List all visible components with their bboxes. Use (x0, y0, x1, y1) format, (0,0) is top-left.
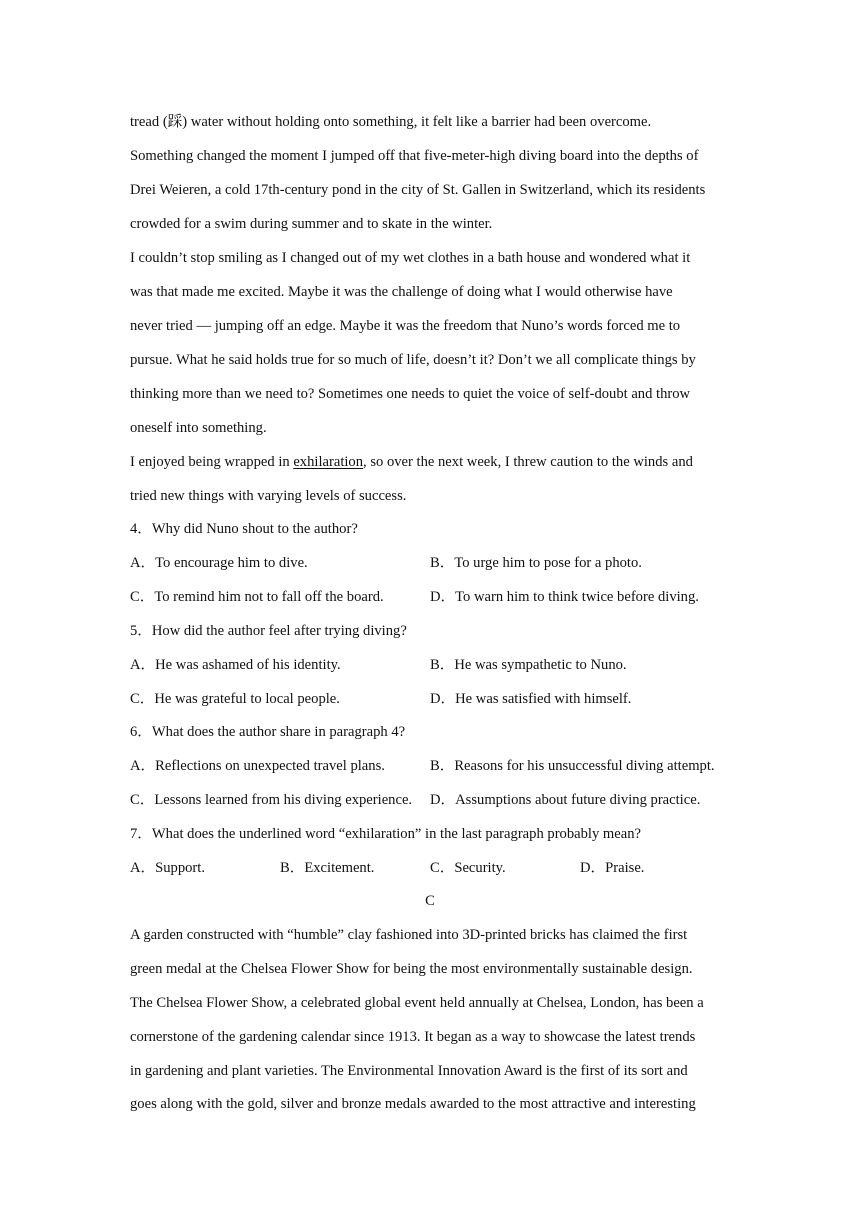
option-b: B．Excitement. (280, 860, 375, 876)
passage-line: was that made me excited. Maybe it was the challenge of doing what I would otherwise have (130, 284, 673, 300)
passage-line: never tried — jumping off an edge. Maybe it was the freedom that Nuno’s words forced me to (130, 318, 681, 334)
option-a: A．Reflections on unexpected travel plans. (130, 758, 385, 774)
text-before-underline: I enjoyed being wrapped in (130, 454, 294, 470)
passage-line: pursue. What he said holds true for so much of life, doesn’t it? Don’t we all complicate things by (130, 352, 696, 368)
option-a: A．He was ashamed of his identity. (130, 657, 341, 673)
question-stem: 5．How did the author feel after trying diving? (130, 623, 407, 639)
passage-line: The Chelsea Flower Show, a celebrated global event held annually at Chelsea, London, has been a (130, 995, 704, 1011)
option-d: D．Praise. (580, 860, 645, 876)
option-c: C．Security. (430, 860, 506, 876)
passage-line: cornerstone of the gardening calendar since 1913. It began as a way to showcase the latest trends (130, 1029, 696, 1045)
question-stem: 7．What does the underlined word “exhilaration” in the last paragraph probably mean? (130, 826, 642, 842)
underlined-word: exhilaration (293, 454, 364, 470)
option-a: A．To encourage him to dive. (130, 555, 308, 571)
option-b: B．Reasons for his unsuccessful diving attempt. (430, 758, 715, 774)
passage-line-last-paragraph (130, 452, 693, 472)
option-c: C．To remind him not to fall off the board. (130, 589, 384, 605)
passage-line: Something changed the moment I jumped off that five-meter-high diving board into the depths of (130, 148, 699, 164)
passage-line: oneself into something. (130, 420, 267, 436)
option-d: D．Assumptions about future diving practice. (430, 792, 701, 808)
option-a: A．Support. (130, 860, 205, 876)
passage-line: tried new things with varying levels of success. (130, 488, 407, 504)
passage-line: crowded for a swim during summer and to skate in the winter. (130, 216, 493, 232)
text-after-underline: , so over the next week, I threw caution to the winds and (363, 454, 693, 470)
question-stem: 4．Why did Nuno shout to the author? (130, 521, 358, 537)
passage-line: green medal at the Chelsea Flower Show for being the most environmentally sustainable design. (130, 961, 693, 977)
section-heading: C (425, 893, 435, 909)
passage-line: in gardening and plant varieties. The Environmental Innovation Award is the first of its sort and (130, 1063, 688, 1079)
passage-line: Drei Weieren, a cold 17th-century pond in the city of St. Gallen in Switzerland, which its residents (130, 182, 706, 198)
option-d: D．He was satisfied with himself. (430, 691, 632, 707)
question-stem: 6．What does the author share in paragraph 4? (130, 724, 406, 740)
passage-line: A garden constructed with “humble” clay fashioned into 3D-printed bricks has claimed the first (130, 927, 688, 943)
option-b: B．To urge him to pose for a photo. (430, 555, 642, 571)
option-c: C．Lessons learned from his diving experience. (130, 792, 413, 808)
passage-line: tread (踩) water without holding onto something, it felt like a barrier had been overcome. (130, 114, 652, 130)
passage-line: thinking more than we need to? Sometimes one needs to quiet the voice of self-doubt and throw (130, 386, 691, 402)
option-c: C．He was grateful to local people. (130, 691, 340, 707)
option-b: B．He was sympathetic to Nuno. (430, 657, 627, 673)
passage-line: goes along with the gold, silver and bronze medals awarded to the most attractive and interesting (130, 1096, 696, 1112)
option-d: D．To warn him to think twice before diving. (430, 589, 699, 605)
passage-line: I couldn’t stop smiling as I changed out of my wet clothes in a bath house and wondered what it (130, 250, 691, 266)
